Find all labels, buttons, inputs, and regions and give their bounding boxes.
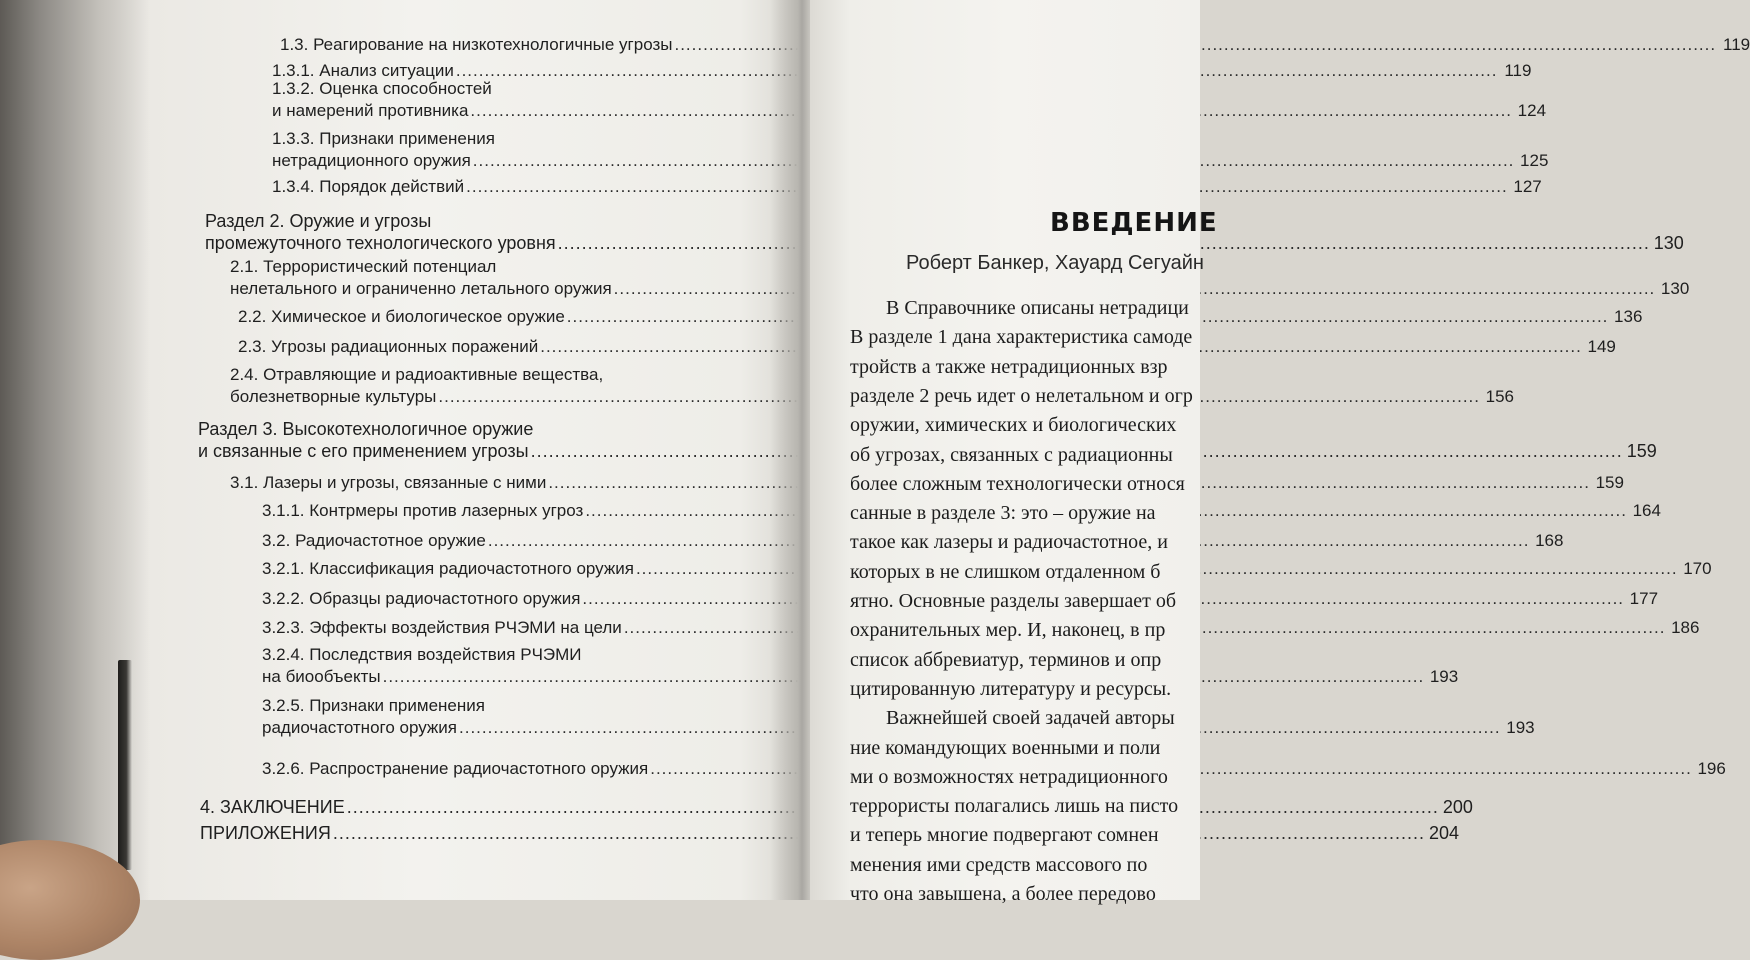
toc-page-number: 170 [1683,559,1712,578]
toc-entry-title-line: 1.3.3. Признаки применения [272,129,495,148]
body-text-line: такое как лазеры и радиочастотное, и [850,531,1168,554]
toc-page-number: 177 [1629,589,1659,608]
toc-entry-title-line: 3.2.1. Классификация радиочастотного оружия [262,559,634,578]
toc-page-number: 200 [1442,797,1473,817]
body-text-line: оружии, химических и биологических [850,414,1177,437]
body-text-line: В разделе 1 дана характеристика самоде [850,326,1193,349]
toc-entry-title-line: 3.2.3. Эффекты воздействия РЧЭМИ на цели [262,618,622,637]
toc-page-number: 168 [1535,531,1564,550]
toc-entry-title-line: 2.1. Террористический потенциал [230,257,497,276]
toc-page-number: 125 [1520,151,1549,170]
toc-entry-title-line: 3.2.2. Образцы радиочастотного оружия [262,589,581,608]
toc-page-number: 186 [1671,618,1700,637]
toc-entry-title-line: 1.3.4. Порядок действий [272,177,465,196]
toc-page-number: 156 [1485,387,1514,406]
toc-entry-title-line: 1.3.1. Анализ ситуации [272,61,454,80]
right-page [810,0,1218,905]
toc-entry-title-line: нелетального и ограниченно летального оружия [230,279,612,298]
toc-page-number: 149 [1587,337,1616,356]
toc-entry [272,176,1542,198]
body-text-line: и теперь многие подвергают сомнен [850,824,1159,847]
toc-page-number: 159 [1626,441,1657,461]
body-text-line: санные в разделе 3: это – оружие на [850,502,1156,525]
toc-page-number: 159 [1595,473,1624,492]
toc-entry-title-line: Раздел 3. Высокотехнологичное оружие [198,419,534,439]
toc-entry-title-line: 3.1.1. Контрмеры против лазерных угроз [262,501,584,520]
body-text-line: ятно. Основные разделы завершает об [850,590,1177,612]
toc-entry-title-line: нетрадиционного оружия [272,151,471,170]
body-text-line: В Справочнике описаны нетрадици [886,297,1189,319]
toc-page-number: 130 [1653,233,1684,253]
body-text-line: ми о возможностях нетрадиционного [850,765,1168,788]
toc-entry-title-line: на биообъекты [262,667,381,686]
toc-entry-title-line: болезнетворные культуры [230,387,437,406]
toc-entry [272,78,1547,122]
toc-entry-title-line: промежуточного технологического уровня [205,233,556,253]
body-text-line: террористы полагались лишь на писто [850,795,1179,818]
body-text-line: которых в не слишком отдаленном б [850,560,1161,583]
toc-entry-title-line: 4. ЗАКЛЮЧЕНИЕ [200,797,345,817]
toc-entry-title-line: 2.3. Угрозы радиационных поражений [238,337,539,356]
toc-entry [280,34,1750,56]
chapter-authors: Роберт Банкер, Хауард Сегуайн [906,252,1204,274]
toc-entry-title-line: радиочастотного оружия [262,718,458,737]
body-text-line: Важнейшей своей задачей авторы [886,707,1175,730]
toc-entry-title-line: Раздел 2. Оружие и угрозы [205,211,432,231]
toc-entry-title-line: 2.2. Химическое и биологическое оружие [238,307,565,326]
toc-page-number: 119 [1723,35,1750,54]
toc-page-number: 164 [1632,501,1661,520]
toc-page-number: 193 [1506,718,1535,737]
toc-entry-title-line: и связанные с его применением угрозы [198,441,529,461]
chapter-heading: ВВЕДЕНИЕ [1050,208,1218,238]
body-text-line: что она завышена, а более передово [850,883,1156,905]
toc-entry-title-line: 3.2.5. Признаки применения [262,696,485,715]
toc-entry [272,128,1549,172]
body-text-line: ние командующих военными и поли [850,736,1161,759]
toc-entry-title-line: 3.1. Лазеры и угрозы, связанные с ними [230,473,547,492]
toc-entry-title-line: 3.2. Радиочастотное оружие [262,531,486,550]
body-text-line: список аббревиатур, терминов и опр [850,648,1162,671]
toc-entry-title-line: 3.2.6. Распространение радиочастотного оружия [262,759,649,778]
body-text-line: охранительных мер. И, наконец, в пр [850,619,1166,642]
toc-page-number: 136 [1614,307,1643,326]
toc-entry-title-line: 2.4. Отравляющие и радиоактивные вещества, [230,365,604,384]
toc-entry-title-line: ПРИЛОЖЕНИЯ [200,823,331,843]
body-text-line: цитированную литературу и ресурсы. [850,677,1172,700]
body-text-line: разделе 2 речь идет о нелетальном и огр [850,384,1193,407]
body-text-line: более сложным технологически относя [850,472,1185,495]
body-text-line: об угрозах, связанных с радиационны [850,443,1173,466]
toc-page-number: 124 [1517,101,1547,120]
body-text-line: менения ими средств массового по [850,853,1148,876]
toc-entry-title-line: и намерений противника [272,101,469,120]
toc-page-number: 193 [1429,667,1459,686]
toc-page-number: 119 [1504,61,1532,80]
toc-entry-title-line: 3.2.4. Последствия воздействия РЧЭМИ [262,645,582,664]
toc-page-number: 130 [1660,279,1690,298]
body-text-line: тройств а также нетрадиционных взр [850,355,1168,378]
toc-page-number: 204 [1429,823,1460,843]
toc-entry-title-line: 1.3. Реагирование на низкотехнологичные угрозы [280,35,673,54]
toc-page-number: 196 [1697,759,1726,778]
toc-page-number: 127 [1513,177,1542,196]
toc-entry-title-line: 1.3.2. Оценка способностей [272,79,492,98]
